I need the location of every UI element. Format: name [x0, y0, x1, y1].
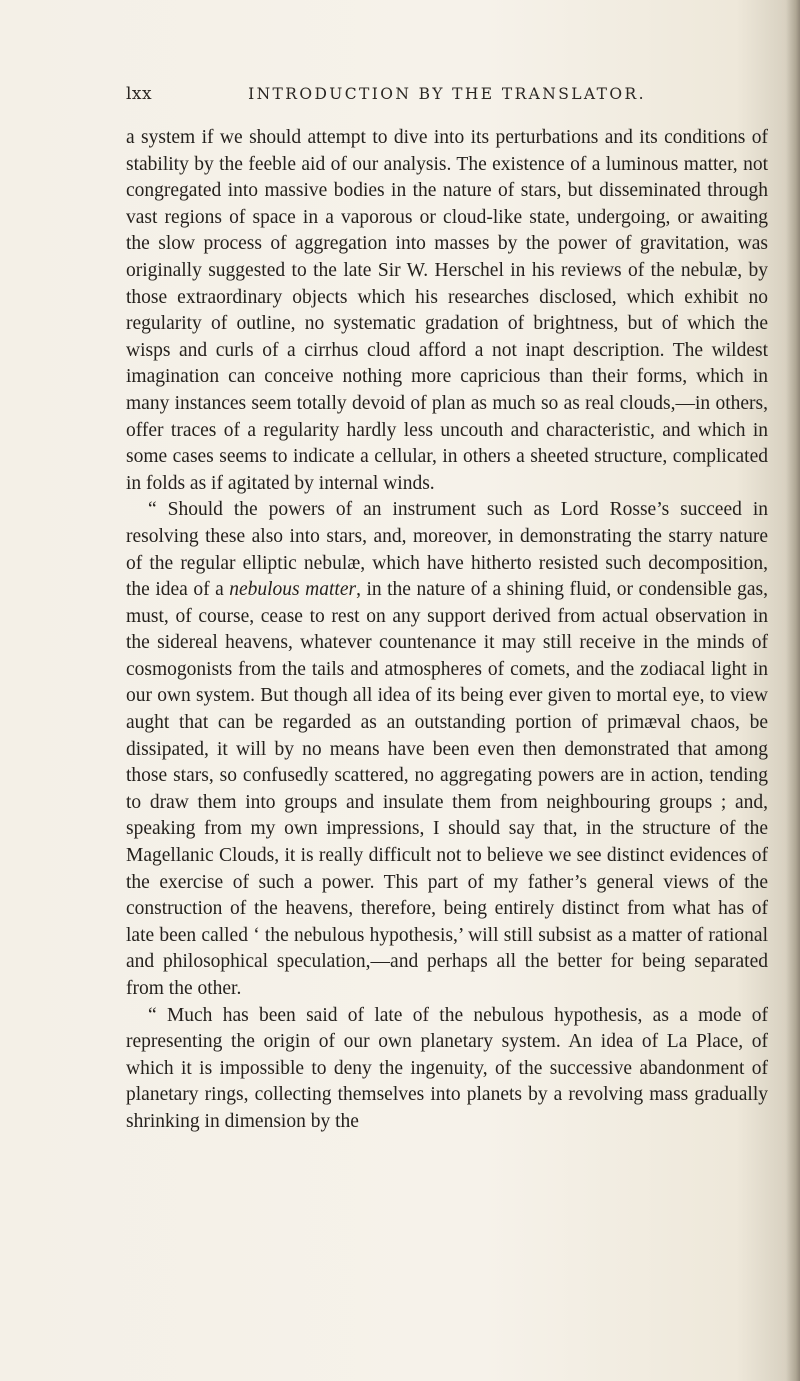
paragraph-3: “ Much has been said of late of the nebulous hypothesis, as a mode of representing the origin of our own planetary system. An idea of La Place, of which it is impossible to deny the ingenuity, of the successive abandonment of planetary rings, collecting themselves into planets by a revolving mass gradually shrinking in dimension by the — [126, 1004, 768, 1132]
paragraph-2 — [126, 497, 768, 1002]
running-head — [126, 84, 768, 110]
running-head-title: INTRODUCTION BY THE TRANSLATOR. — [248, 85, 646, 103]
page-edge-shadow — [786, 0, 800, 1381]
emphasis-nebulous-matter: nebulous matter — [229, 579, 357, 601]
paragraph-1: a system if we should attempt to dive into its perturbations and its conditions of stability by the feeble aid of our analysis. The existence of a luminous matter, not congregated into massive bodies in the nature of stars, but disseminated through vast regions of space in a vaporous or cloud-like state, undergoing, or awaiting the slow process of aggregation into masses by the power of gravitation, was originally suggested to the late Sir W. Herschel in his reviews of the nebulæ, by those extraordinary objects which his researches disclosed, which exhibit no regularity of outline, no systematic gradation of brightness, but of which the wisps and curls of a cirrhus cloud afford a not inapt description. The wildest imagination can conceive nothing more capricious than their forms, which in many instances seem totally devoid of plan as much so as real clouds,—in others, offer traces of a regularity hardly less uncouth and characteristic, and which in some cases seems to indicate a cellular, in others a sheeted structure, complicated in folds as if agitated by internal winds. — [126, 127, 768, 494]
paragraph-2-part-2: , in the nature of a shining fluid, or condensible gas, must, of course, cease to rest on any support derived from actual observation in the sidereal heavens, whatever countenance it may still receive in the minds of cosmogonists from the tails and atmospheres of comets, and the zodiacal light in our own system. But though all idea of its being ever given to mortal eye, to view aught that can be regarded as an outstanding portion of primæval chaos, be dissipated, it will by no means have been even then demonstrated that among those stars, so confusedly scattered, no aggregating powers are in action, tending to draw them into groups and insulate them from neighbouring groups ; and, speaking from my own impressions, I should say that, in the structure of the Magellanic Clouds, it is really difficult not to believe we see distinct evidences of the exercise of such a power. This part of my father’s general views of the construction of the heavens, therefore, being entirely distinct from what has of late been called ‘ the nebulous hypothesis,’ will still subsist as a matter of rational and philosophical speculation,—and perhaps all the better for being separated from the other. — [126, 579, 769, 999]
page-number: lxx — [126, 84, 153, 104]
body-text — [126, 125, 768, 1136]
paragraph-2-part-1: “ Should the powers of an instrument such as Lord Rosse’s succeed in resolving these also into stars, and, moreover, in demonstrating the starry nature of the regular elliptic nebulæ, which have hitherto resisted such decomposition, the idea of a — [126, 499, 768, 601]
